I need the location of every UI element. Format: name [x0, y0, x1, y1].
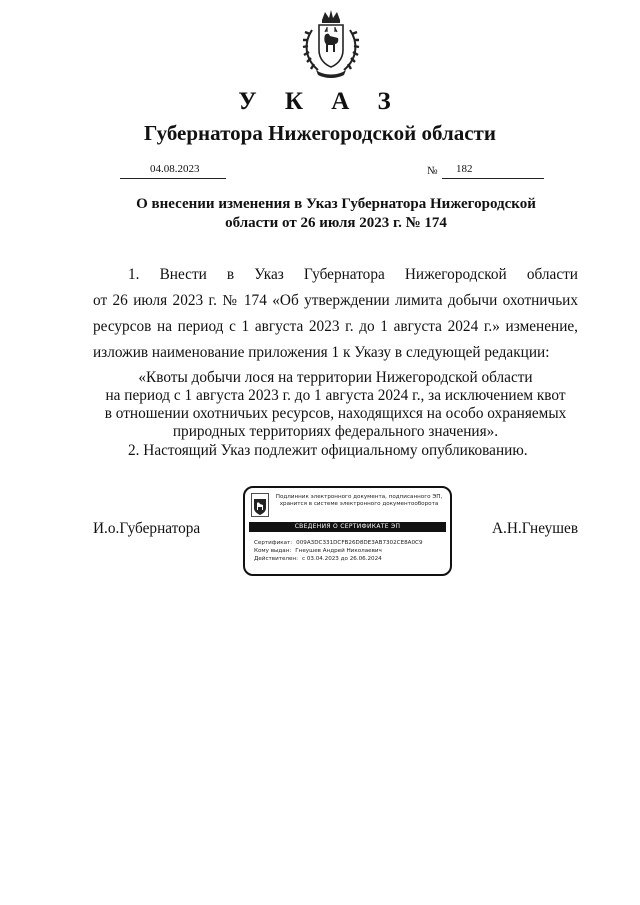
- quote-line: в отношении охотничьих ресурсов, находящихся на особо охраняемых: [104, 405, 567, 422]
- quoted-appendix-title: [93, 369, 578, 441]
- certificate-label: Сертификат:: [254, 540, 293, 546]
- validity-value: с 03.04.2023 до 26.06.2024: [301, 556, 382, 562]
- issued-to-label: Кому выдан:: [254, 548, 292, 554]
- stamp-note: [273, 494, 445, 508]
- electronic-signature-stamp: [243, 486, 452, 576]
- quote-line: на период с 1 августа 2023 г. до 1 августа 2024 г., за исключением квот: [105, 387, 566, 404]
- validity-label: Действителен:: [254, 556, 298, 562]
- issued-to-row: [254, 547, 423, 555]
- paragraph-line: ресурсов на период с 1 августа 2023 г. до 1 августа 2024 г.» изменение,: [93, 318, 578, 335]
- stamp-details: [254, 539, 423, 563]
- decree-subtitle: Губернатора Нижегородской области: [144, 121, 496, 145]
- paragraph-line: 1. Внести в Указ Губернатора Нижегородской области: [128, 266, 578, 283]
- decree-title: У К А З: [238, 88, 402, 115]
- certificate-value: 009A3DC331DCFB26D8DE3AB7302CE8A0C9: [296, 540, 423, 546]
- stamp-note-line: Подлинник электронного документа, подписанного ЭП,: [275, 494, 443, 500]
- certificate-row: [254, 539, 423, 547]
- coat-of-arms-emblem: [298, 8, 364, 80]
- validity-row: [254, 555, 423, 563]
- document-heading: [130, 195, 542, 233]
- heading-line: области от 26 июля 2023 г. № 174: [225, 215, 447, 231]
- signatory-name: А.Н.Гнеушев: [492, 520, 579, 537]
- decree-date: 04.08.2023: [150, 163, 200, 175]
- number-label: №: [427, 165, 438, 177]
- paragraph-2: 2. Настоящий Указ подлежит официальному опубликованию.: [128, 442, 528, 459]
- stamp-header-bar: СВЕДЕНИЯ О СЕРТИФИКАТЕ ЭП: [249, 522, 446, 532]
- heading-line: О внесении изменения в Указ Губернатора Нижегородской: [136, 196, 536, 212]
- paragraph-1: [93, 262, 578, 366]
- quote-line: «Квоты добычи лося на территории Нижегородской области: [138, 369, 533, 386]
- paragraph-line: изложив наименование приложения 1 к Указу в следующей редакции:: [93, 344, 550, 361]
- issued-to-value: Гнеушев Андрей Николаевич: [295, 548, 382, 554]
- signatory-role: И.о.Губернатора: [93, 520, 201, 537]
- paragraph-line: от 26 июля 2023 г. № 174 «Об утверждении лимита добычи охотничьих: [93, 292, 578, 309]
- stamp-note-line: хранится в системе электронного документооборота: [279, 501, 439, 507]
- decree-number: 182: [456, 163, 473, 175]
- quote-line: природных территориях федерального значения».: [172, 423, 499, 440]
- stamp-emblem-icon: [251, 493, 269, 517]
